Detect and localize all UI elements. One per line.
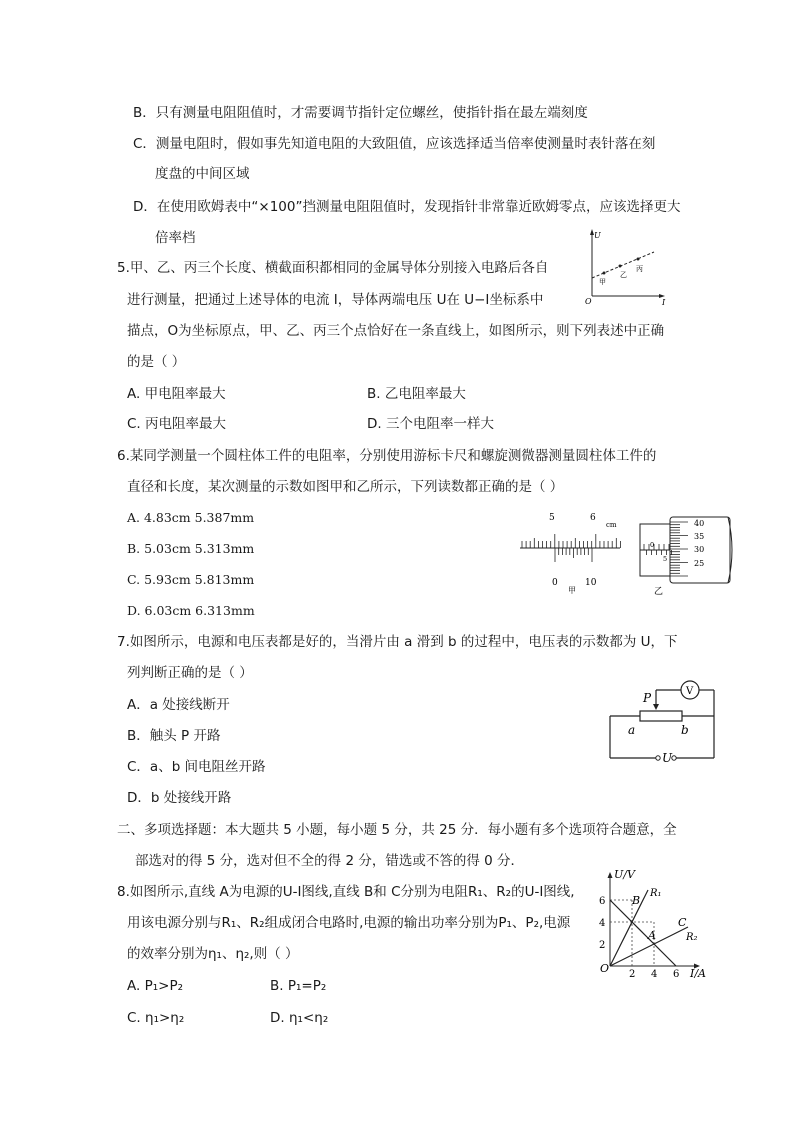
q5-axis-u: U: [594, 231, 601, 240]
rheostat: [640, 711, 682, 721]
slider-label-p: P: [643, 691, 652, 705]
thimble-25: 25: [694, 559, 705, 568]
q5-stem-4: 的是（ ）: [127, 354, 186, 370]
q6-stem-1: 6.某同学测量一个圆柱体工件的电阻率，分别使用游标卡尺和螺旋测微器测量圆柱体工件的: [117, 448, 657, 464]
caliper-unit: cm: [606, 521, 617, 529]
q8-stem-1: 8.如图所示,直线 A为电源的U-I图线,直线 B和 C分别为电阻R₁、R₂的U-I图线,: [117, 884, 575, 900]
q5-point-jia: [603, 272, 606, 275]
q5-ui-graph: [582, 226, 672, 308]
q6-option-a: A. 4.83cm 5.387mm: [127, 510, 255, 525]
q7-circuit: [606, 676, 728, 768]
q4-option-c: C．测量电阻时，假如事先知道电阻的大致阻值，应该选择适当倍率使测量时表针落在刻: [133, 136, 656, 152]
label-b: B: [632, 894, 641, 907]
q4-option-c-cont: 度盘的中间区域: [155, 166, 250, 182]
q5-label-yi: 乙: [620, 271, 627, 279]
thimble-40: 40: [694, 519, 705, 528]
micrometer-sleeve-0: 0: [650, 541, 655, 549]
axis-u-v: U/V: [614, 868, 635, 881]
q8-option-d: D. η₁<η₂: [270, 1010, 329, 1026]
q5-option-b: B. 乙电阻率最大: [367, 386, 466, 402]
q8-option-c: C. η₁>η₂: [127, 1010, 185, 1026]
line-b-r1: [610, 890, 648, 966]
label-r1: R₁: [650, 888, 662, 899]
caliper-main-5: 5: [549, 513, 555, 523]
q5-option-a: A. 甲电阻率最大: [127, 386, 226, 402]
section-2-heading: 二、多项选择题：本大题共 5 小题，每小题 5 分，共 25 分．每小题有多个选项符合题意，全: [117, 822, 677, 838]
source-u: U: [662, 751, 673, 765]
voltmeter-label: V: [686, 686, 694, 697]
line-a: [610, 900, 676, 966]
q7-option-a: A．a 处接线断开: [127, 697, 230, 713]
thimble-35: 35: [694, 532, 705, 541]
tick-x2: 2: [629, 969, 636, 978]
q5-label-jia: 甲: [599, 278, 606, 286]
tick-x4: 4: [651, 969, 658, 978]
tick-y4: 4: [599, 918, 606, 929]
q6-micrometer: [632, 510, 737, 600]
q8-option-a: A. P₁>P₂: [127, 978, 183, 994]
q4-option-b: B．只有测量电阻阻值时，才需要调节指针定位螺丝，使指针指在最左端刻度: [133, 105, 588, 121]
section-2-heading-cont: 部选对的得 5 分，选对但不全的得 2 分，错选或不答的得 0 分．: [135, 853, 525, 869]
q6-vernier-caliper: [518, 510, 628, 600]
q5-option-c: C. 丙电阻率最大: [127, 416, 227, 432]
q8-stem-2: 用该电源分别与R₁、R₂组成闭合电路时,电源的输出功率分别为P₁、P₂,电源: [127, 915, 571, 931]
q5-axis-i: I: [662, 298, 666, 307]
label-c: C: [678, 916, 687, 929]
q8-stem-3: 的效率分别为η₁、η₂,则（ ）: [127, 946, 299, 962]
q7-stem-2: 列判断正确的是（ ）: [127, 665, 253, 681]
caliper-caption: 甲: [568, 586, 576, 595]
terminal-a: a: [628, 723, 636, 737]
micrometer-caption: 乙: [654, 587, 664, 597]
q8-ui-graph: [594, 866, 712, 978]
q5-point-bing: [637, 258, 640, 261]
axis-i-a: I/A: [690, 967, 706, 978]
q7-option-b: B．触头 P 开路: [127, 728, 221, 744]
q6-option-c: C. 5.93cm 5.813mm: [127, 572, 255, 587]
q7-stem-1: 7.如图所示，电源和电压表都是好的，当滑片由 a 滑到 b 的过程中，电压表的示数都为 U，下: [117, 634, 678, 650]
origin-o: O: [600, 962, 610, 975]
q4-option-d-cont: 倍率档: [155, 230, 196, 246]
caliper-vernier-0: 0: [552, 578, 558, 588]
tick-x6: 6: [673, 969, 680, 978]
caliper-main-6: 6: [590, 513, 596, 523]
q7-option-c: C．a、b 间电阻丝开路: [127, 759, 266, 775]
caliper-vernier-scale: [555, 548, 592, 562]
micrometer-sleeve-5: 5: [663, 555, 668, 563]
micrometer-thimble-scale: [670, 522, 688, 576]
caliper-vernier-10: 10: [585, 578, 597, 588]
q4-option-d: D．在使用欧姆表中“×100”挡测量电阻阻值时，发现指针非常靠近欧姆零点，应该选择更大: [133, 199, 681, 215]
q5-stem-2: 进行测量，把通过上述导体的电流 I，导体两端电压 U在 U−I坐标系中: [127, 292, 544, 308]
tick-y6: 6: [599, 896, 606, 907]
label-r2: R₂: [686, 932, 698, 943]
q5-point-yi: [619, 265, 622, 268]
q5-stem-1: 5.甲、乙、丙三个长度、横截面积都相同的金属导体分别接入电路后各自: [117, 260, 549, 276]
q7-option-d: D．b 处接线开路: [127, 790, 232, 806]
q6-option-b: B. 5.03cm 5.313mm: [127, 541, 255, 556]
caliper-main-scale: [522, 534, 620, 548]
q6-option-d: D. 6.03cm 6.313mm: [127, 603, 255, 618]
tick-y2: 2: [599, 940, 606, 951]
label-a: A: [648, 929, 656, 942]
q5-origin: O: [585, 297, 592, 306]
thimble-30: 30: [694, 545, 705, 554]
q5-stem-3: 描点，O为坐标原点，甲、乙、丙三个点恰好在一条直线上，如图所示，则下列表述中正确: [127, 323, 665, 339]
q5-label-bing: 丙: [636, 265, 643, 273]
q6-stem-2: 直径和长度，某次测量的示数如图甲和乙所示，下列读数都正确的是（ ）: [127, 479, 564, 495]
terminal-b: b: [681, 723, 689, 737]
q5-option-d: D. 三个电阻率一样大: [367, 416, 494, 432]
q8-option-b: B. P₁=P₂: [270, 978, 327, 994]
